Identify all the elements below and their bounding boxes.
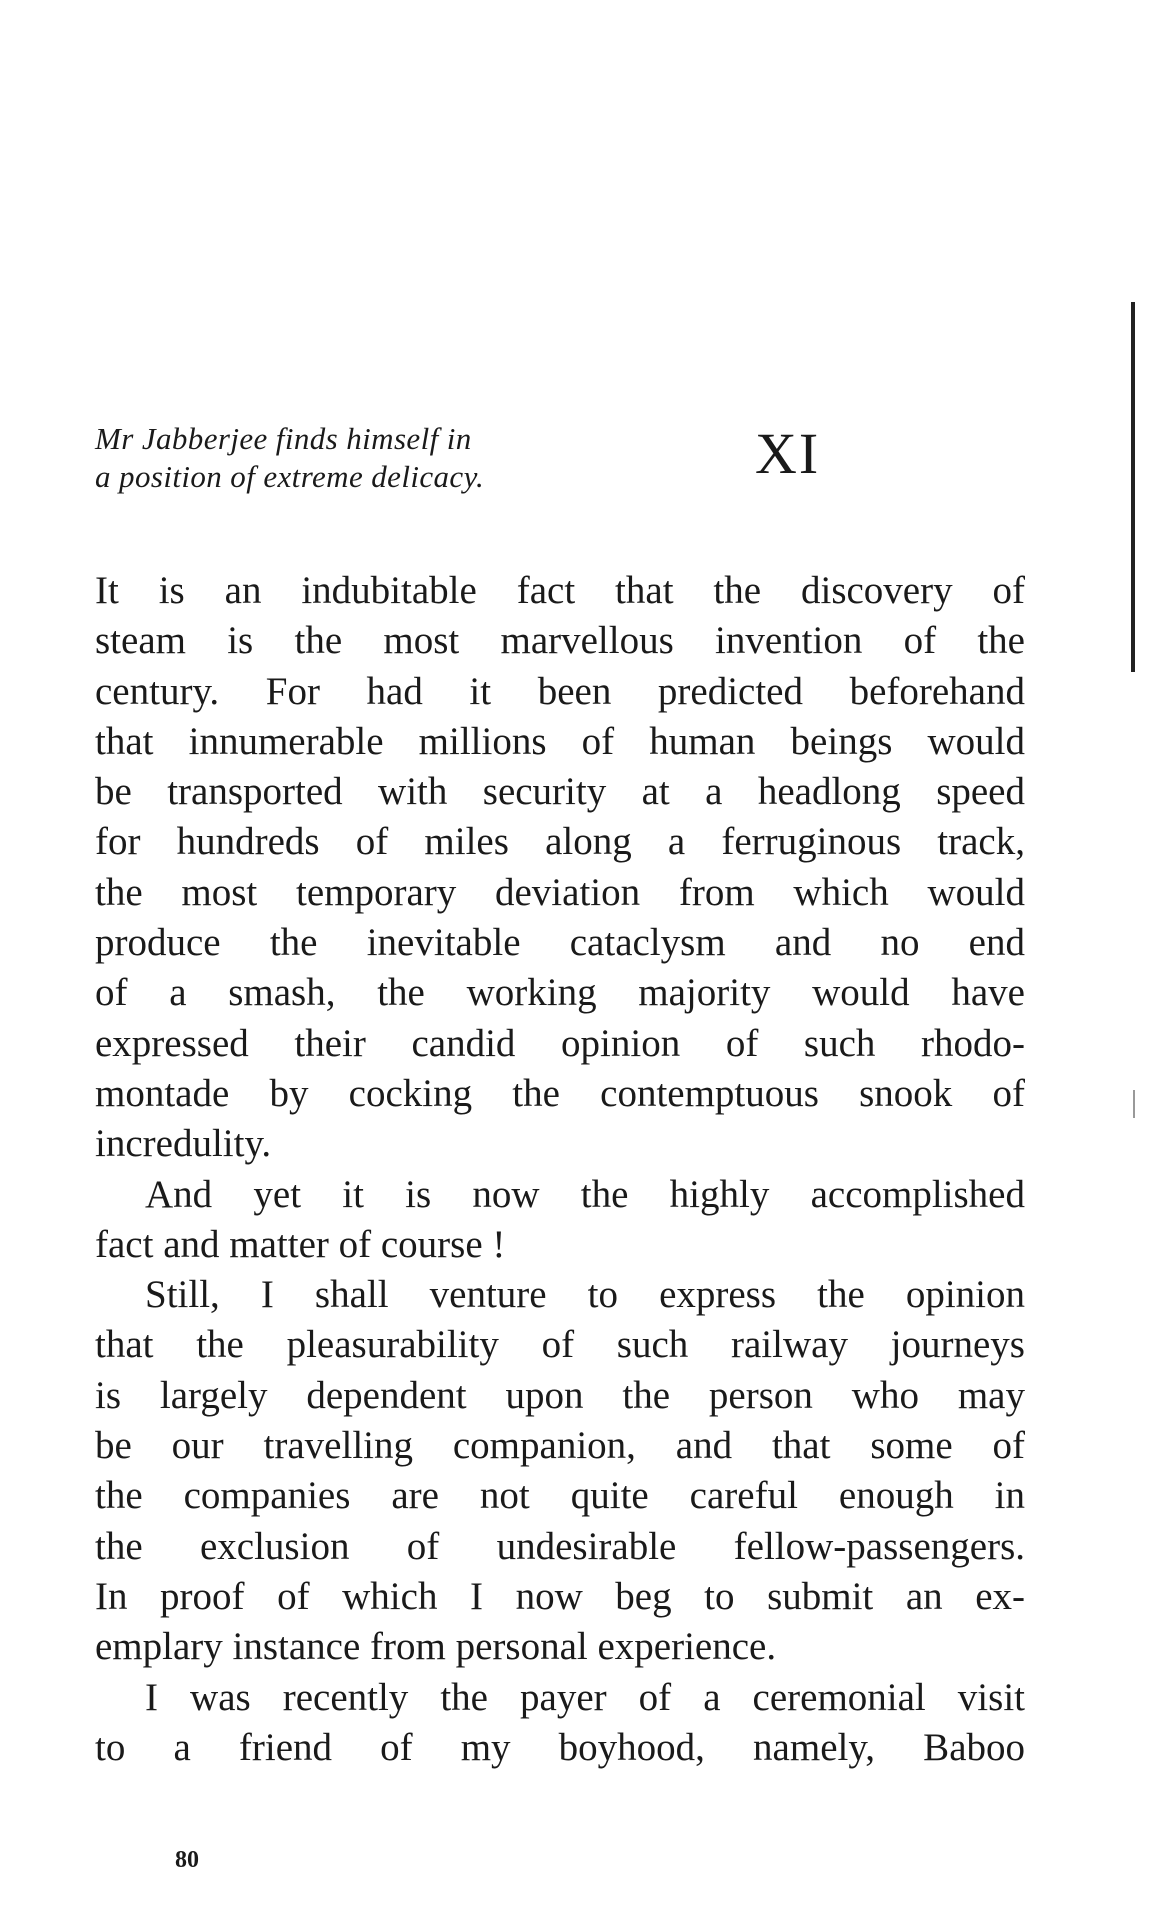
text-line: And yet it is now the highly accomplished — [145, 1172, 1025, 1216]
chapter-number: XI — [755, 421, 821, 486]
text-line: steam is the most marvellous invention of the — [95, 619, 1025, 663]
chapter-header — [95, 420, 825, 510]
text-line: emplary instance from personal experience. — [95, 1625, 777, 1669]
text-line: fact and matter of course ! — [95, 1222, 506, 1266]
text-line: that the pleasurability of such railway journeys — [95, 1323, 1025, 1367]
text-line: the exclusion of undesirable fellow-passengers. — [95, 1524, 1025, 1568]
text-line: of a smash, the working majority would have — [95, 971, 1025, 1015]
text-line: be transported with security at a headlong speed — [95, 770, 1025, 814]
text-line: century. For had it been predicted beforehand — [95, 669, 1025, 713]
headnote-line-1: Mr Jabberjee finds himself in — [95, 421, 472, 456]
paragraph-3 — [95, 1270, 1025, 1672]
text-line: for hundreds of miles along a ferruginous track, — [95, 820, 1025, 864]
paragraph-4 — [95, 1673, 1025, 1774]
text-line: produce the inevitable cataclysm and no end — [95, 921, 1025, 965]
paragraph-2 — [95, 1170, 1025, 1271]
text-line: In proof of which I now beg to submit an ex- — [95, 1574, 1025, 1618]
chapter-headnote — [95, 420, 484, 496]
text-line: the most temporary deviation from which would — [95, 870, 1025, 914]
scan-edge-mark — [1133, 1090, 1135, 1118]
text-line: is largely dependent upon the person who may — [95, 1373, 1025, 1417]
text-line: I was recently the payer of a ceremonial visit — [145, 1675, 1025, 1719]
text-line: be our travelling companion, and that some of — [95, 1424, 1025, 1468]
text-line: to a friend of my boyhood, namely, Baboo — [95, 1725, 1025, 1769]
text-line: montade by cocking the contemptuous snook of — [95, 1071, 1025, 1115]
text-line: expressed their candid opinion of such rhodo- — [95, 1021, 1025, 1065]
text-line: incredulity. — [95, 1122, 272, 1166]
headnote-line-2: a position of extreme delicacy. — [95, 459, 485, 494]
page-number: 80 — [175, 1847, 199, 1873]
paragraph-1 — [95, 566, 1025, 1170]
text-line: It is an indubitable fact that the discovery of — [95, 569, 1025, 612]
text-line: the companies are not quite careful enough in — [95, 1474, 1025, 1518]
scan-edge-line — [1131, 302, 1135, 672]
text-line: Still, I shall venture to express the opinion — [145, 1273, 1025, 1317]
body-text — [95, 566, 1025, 1773]
text-line: that innumerable millions of human beings would — [95, 719, 1025, 763]
